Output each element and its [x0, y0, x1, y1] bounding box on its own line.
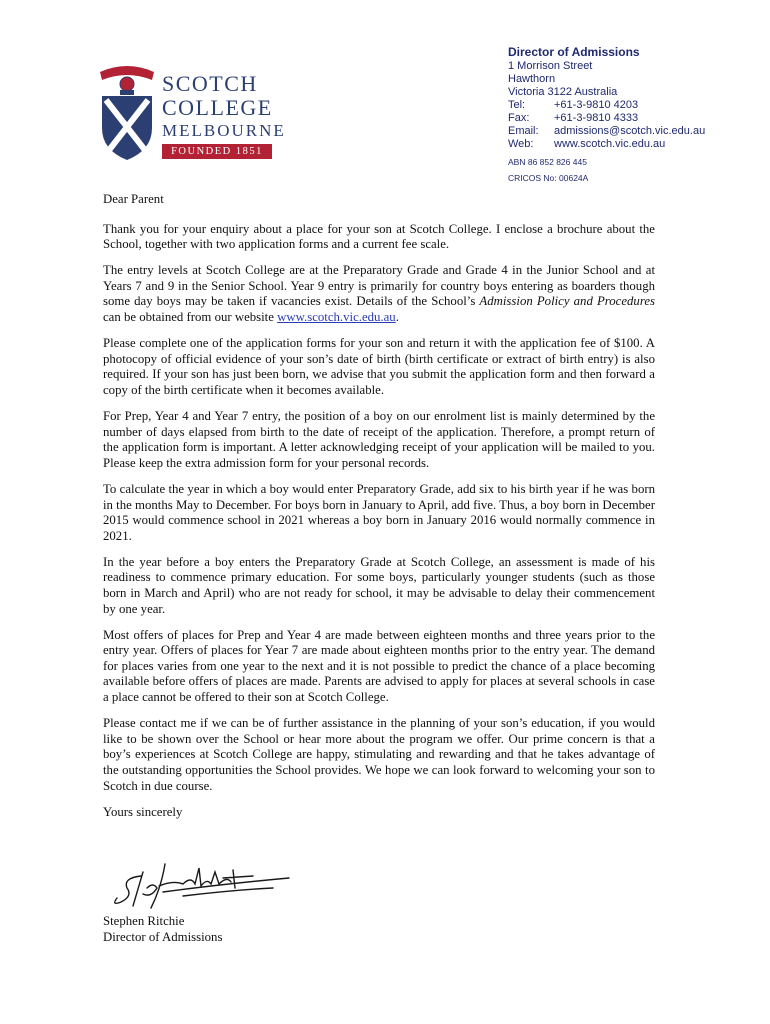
- cricos-number: CRICOS No: 00624A: [508, 173, 589, 183]
- college-crest-icon: [96, 58, 158, 162]
- admission-policy-title: Admission Policy and Procedures: [479, 294, 655, 309]
- website-link[interactable]: www.scotch.vic.edu.au: [277, 310, 396, 325]
- paragraph-2: [103, 263, 655, 325]
- paragraph-6: In the year before a boy enters the Preparatory Grade at Scotch College, an assessment is made of his readiness to commence primary education. For some boys, particularly younger students (such as those born in March and April) who are not ready for school, it may be advisable to delay their commencement by one year.: [103, 554, 655, 616]
- fax-row: [508, 112, 748, 125]
- paragraph-2-text-c: .: [395, 310, 399, 325]
- logo-line-scotch: SCOTCH: [162, 71, 258, 96]
- paragraph-3: Please complete one of the application forms for your son and return it with the application fee of $100. A photocopy of official evidence of your son’s date of birth (birth certificate or extract of birth entry) is also required. If your son has just been born, we advise that you submit the application form and then forward a copy of the birth certificate when it becomes available.: [103, 336, 655, 397]
- contact-title: Director of Admissions: [508, 45, 640, 59]
- fax-value: +61-3-9810 4333: [554, 112, 639, 124]
- tel-value: +61-3-9810 4203: [554, 99, 639, 111]
- web-row: [508, 138, 748, 151]
- paragraph-2-text-b: can be obtained from our website: [103, 310, 278, 325]
- paragraph-4: For Prep, Year 4 and Year 7 entry, the position of a boy on our enrolment list is mainly determined by the number of days elapsed from birth to the date of receipt of the application. Therefore, a prompt return of the application form is important. A letter acknowledging receipt of your application will be mailed to you. Please keep the extra admission form for your personal records.: [103, 409, 655, 470]
- founded-banner: FOUNDED 1851: [162, 144, 272, 159]
- tel-row: [508, 99, 748, 112]
- paragraph-2-text-a: The entry levels at Scotch College are at the Preparatory Grade and Grade 4 in the Junior School and at Years 7 and 9 in the Senior School. Year 9 entry is primarily for country boys entering as boarders though some day boys may be taken if vacancies exist. Details of the School’s: [103, 263, 655, 309]
- address-line-1: 1 Morrison Street: [508, 60, 593, 72]
- paragraph-7: Most offers of places for Prep and Year 4 are made between eighteen months and three years prior to the entry year. Offers of places for Year 7 are made about eighteen months prior to the entry year. The demand for places varies from one year to the next and it is not possible to predict the chance of a place becoming available before offers of places are made. Parents are advised to apply for places at several schools in case a place cannot be offered to their son at Scotch College.: [103, 627, 655, 705]
- closing: Yours sincerely: [103, 804, 183, 819]
- signer-name: Stephen Ritchie: [103, 914, 185, 928]
- email-value[interactable]: admissions@scotch.vic.edu.au: [554, 125, 706, 137]
- abn-number: ABN 86 852 826 445: [508, 157, 587, 167]
- college-logo: [96, 58, 286, 168]
- paragraph-8: Please contact me if we can be of further assistance in the planning of your son’s education, if you would like to be shown over the School or hear more about the program we offer. Our prime concern is that a boy’s experiences at Scotch College are happy, stimulating and rewarding and that he takes advantage of the outstanding opportunities the School provides. We hope we can look forward to welcoming your son to Scotch in due course.: [103, 716, 655, 793]
- paragraph-5: To calculate the year in which a boy would enter Preparatory Grade, add six to his birth year if he was born in the months May to December. For boys born in January to April, add five. Thus, a boy born in December 2015 would commence school in 2021 whereas a boy born in January 2016 would normally commence in 2021.: [103, 481, 655, 543]
- email-row: [508, 125, 748, 138]
- web-label: Web:: [508, 138, 534, 150]
- fax-label: Fax:: [508, 112, 530, 124]
- salutation: Dear Parent: [103, 192, 164, 206]
- contact-block: [508, 45, 748, 183]
- signer-block: [103, 914, 222, 945]
- address-line-3: Victoria 3122 Australia: [508, 86, 618, 98]
- logo-line-melbourne: MELBOURNE: [162, 121, 286, 140]
- paragraph-1: Thank you for your enquiry about a place for your son at Scotch College. I enclose a brochure about the School, together with two application forms and a current fee scale.: [103, 221, 655, 252]
- web-value[interactable]: www.scotch.vic.edu.au: [554, 138, 666, 150]
- letter-body: [103, 192, 655, 831]
- logo-line-college: COLLEGE: [162, 95, 273, 120]
- tel-label: Tel:: [508, 99, 526, 111]
- signature-icon: [103, 858, 293, 912]
- email-label: Email:: [508, 125, 539, 137]
- address-line-2: Hawthorn: [508, 73, 556, 85]
- signer-title: Director of Admissions: [103, 929, 223, 944]
